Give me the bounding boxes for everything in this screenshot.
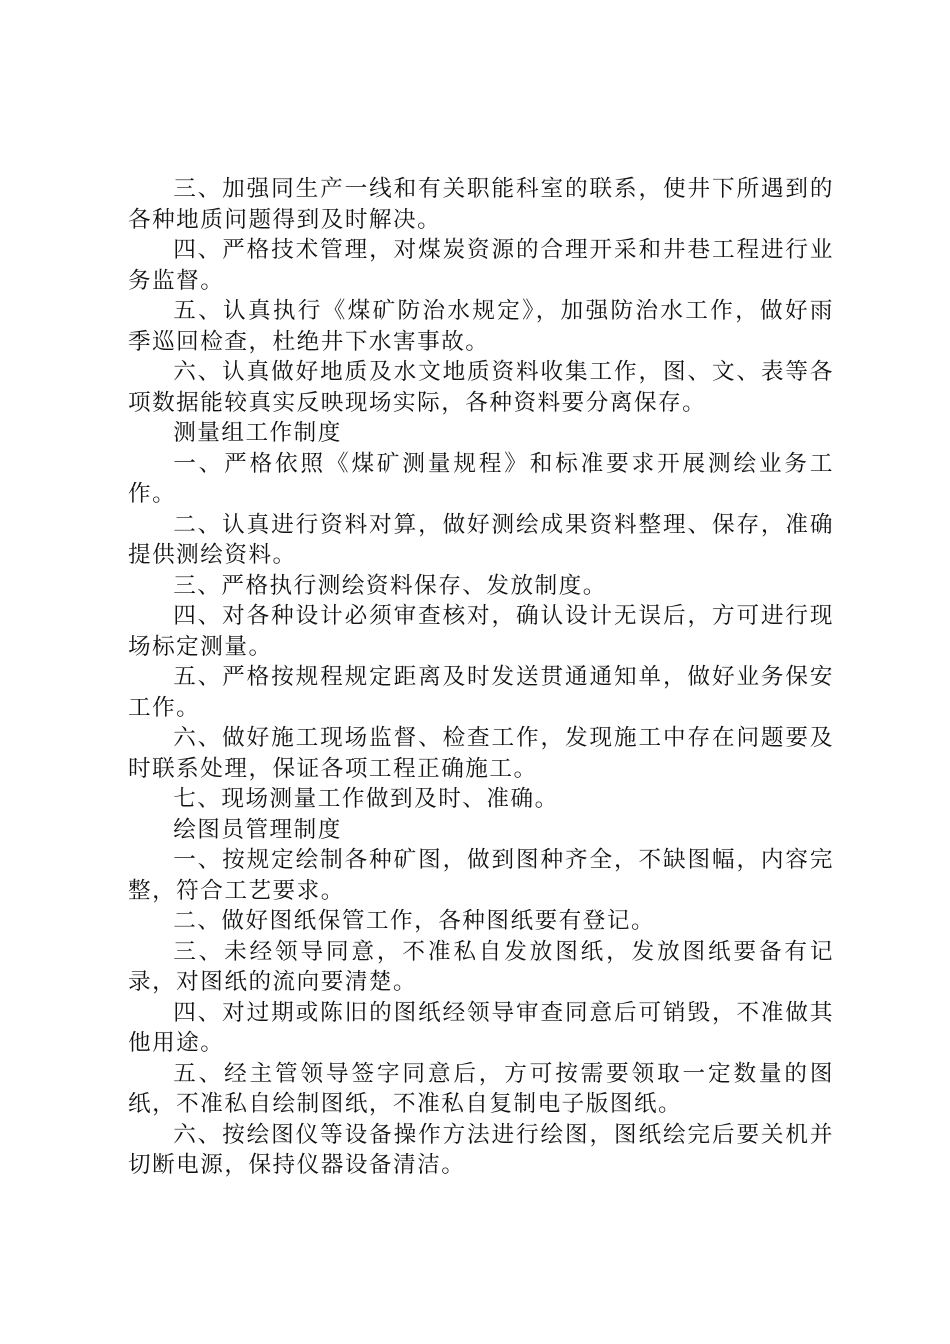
list-item: 六、做好施工现场监督、检查工作，发现施工中存在问题要及时联系处理，保证各项工程正确施工。 <box>128 725 834 782</box>
list-item: 二、做好图纸保管工作，各种图纸要有登记。 <box>173 908 656 934</box>
list-item: 七、现场测量工作做到及时、准确。 <box>173 786 559 812</box>
section-heading-drafter: 绘图员管理制度 <box>173 816 342 843</box>
list-item: 三、未经领导同意，不准私自发放图纸，发放图纸要备有记录，对图纸的流向要清楚。 <box>128 938 834 995</box>
list-item: 六、认真做好地质及水文地质资料收集工作，图、文、表等各项数据能较真实反映现场实际，各种资料要分离保存。 <box>128 359 834 416</box>
list-item: 五、严格按规程规定距离及时发送贯通通知单，做好业务保安工作。 <box>128 664 834 721</box>
section-heading-survey-group: 测量组工作制度 <box>173 420 342 446</box>
list-item: 六、按绘图仪等设备操作方法进行绘图，图纸绘完后要关机并切断电源，保持仪器设备清洁。 <box>128 1121 834 1178</box>
list-item: 三、严格执行测绘资料保存、发放制度。 <box>173 572 607 599</box>
list-item: 四、对过期或陈旧的图纸经领导审查同意后可销毁，不准做其他用途。 <box>128 999 834 1056</box>
list-item: 二、认真进行资料对算，做好测绘成果资料整理、保存，准确提供测绘资料。 <box>128 511 834 568</box>
list-item: 一、严格依照《煤矿测量规程》和标准要求开展测绘业务工作。 <box>128 450 834 507</box>
list-item: 四、严格技术管理，对煤炭资源的合理开采和井巷工程进行业务监督。 <box>128 237 834 294</box>
list-item: 五、认真执行《煤矿防治水规定》，加强防治水工作，做好雨季巡回检查，杜绝井下水害事故。 <box>128 298 834 355</box>
list-item: 三、加强同生产一线和有关职能科室的联系，使井下所遇到的各种地质问题得到及时解决。 <box>128 176 834 233</box>
document-body <box>128 174 834 1181</box>
list-item: 五、经主管领导签字同意后，方可按需要领取一定数量的图纸，不准私自绘制图纸，不准私自复制电子版图纸。 <box>128 1060 834 1117</box>
list-item: 一、按规定绘制各种矿图，做到图种齐全，不缺图幅，内容完整，符合工艺要求。 <box>128 847 834 904</box>
list-item: 四、对各种设计必须审查核对，确认设计无误后，方可进行现场标定测量。 <box>128 603 834 660</box>
